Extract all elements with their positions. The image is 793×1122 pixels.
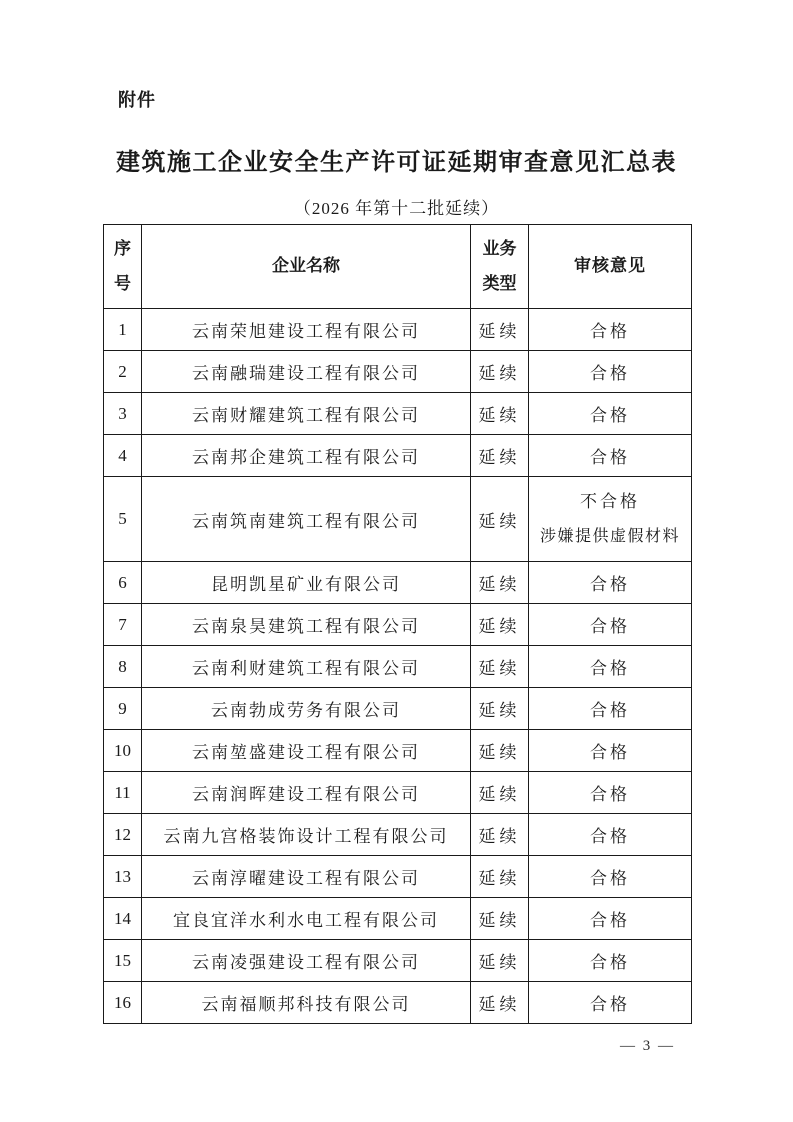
company-name: 云南润晖建设工程有限公司 bbox=[142, 772, 471, 814]
row-index: 10 bbox=[104, 730, 142, 772]
review-opinion: 合格 bbox=[529, 982, 692, 1024]
company-name: 云南淳曜建设工程有限公司 bbox=[142, 856, 471, 898]
page-number: — 3 — bbox=[620, 1038, 675, 1054]
company-name: 云南融瑞建设工程有限公司 bbox=[142, 351, 471, 393]
col-header-opinion: 审核意见 bbox=[529, 225, 692, 309]
business-type: 延续 bbox=[471, 772, 529, 814]
company-name: 宜良宜洋水利水电工程有限公司 bbox=[142, 898, 471, 940]
table-row bbox=[104, 435, 692, 477]
company-name: 云南福顺邦科技有限公司 bbox=[142, 982, 471, 1024]
company-name: 云南堃盛建设工程有限公司 bbox=[142, 730, 471, 772]
company-name: 云南财耀建筑工程有限公司 bbox=[142, 393, 471, 435]
review-table bbox=[103, 224, 692, 1024]
company-name: 云南荣旭建设工程有限公司 bbox=[142, 309, 471, 351]
col-header-company: 企业名称 bbox=[142, 225, 471, 309]
company-name: 云南筑南建筑工程有限公司 bbox=[142, 477, 471, 562]
row-index: 8 bbox=[104, 646, 142, 688]
row-index: 14 bbox=[104, 898, 142, 940]
table-row bbox=[104, 351, 692, 393]
review-opinion: 合格 bbox=[529, 940, 692, 982]
col-header-business-type: 业务类型 bbox=[471, 225, 529, 309]
business-type: 延续 bbox=[471, 982, 529, 1024]
table-row bbox=[104, 940, 692, 982]
table-row bbox=[104, 730, 692, 772]
col-header-index: 序号 bbox=[104, 225, 142, 309]
company-name: 云南九宫格装饰设计工程有限公司 bbox=[142, 814, 471, 856]
row-index: 12 bbox=[104, 814, 142, 856]
row-index: 3 bbox=[104, 393, 142, 435]
review-opinion: 合格 bbox=[529, 898, 692, 940]
business-type: 延续 bbox=[471, 646, 529, 688]
row-index: 11 bbox=[104, 772, 142, 814]
company-name: 云南勃成劳务有限公司 bbox=[142, 688, 471, 730]
table-row bbox=[104, 856, 692, 898]
business-type: 延续 bbox=[471, 435, 529, 477]
review-opinion: 合格 bbox=[529, 730, 692, 772]
review-opinion: 合格 bbox=[529, 562, 692, 604]
business-type: 延续 bbox=[471, 730, 529, 772]
table-header bbox=[104, 225, 692, 309]
review-opinion: 合格 bbox=[529, 309, 692, 351]
row-index: 2 bbox=[104, 351, 142, 393]
business-type: 延续 bbox=[471, 477, 529, 562]
table-row bbox=[104, 688, 692, 730]
table-row bbox=[104, 814, 692, 856]
table-row bbox=[104, 477, 692, 562]
business-type: 延续 bbox=[471, 562, 529, 604]
business-type: 延续 bbox=[471, 688, 529, 730]
row-index: 7 bbox=[104, 604, 142, 646]
review-opinion: 合格 bbox=[529, 772, 692, 814]
table-row bbox=[104, 562, 692, 604]
business-type: 延续 bbox=[471, 856, 529, 898]
business-type: 延续 bbox=[471, 393, 529, 435]
page-title: 建筑施工企业安全生产许可证延期审查意见汇总表 bbox=[116, 150, 677, 176]
row-index: 1 bbox=[104, 309, 142, 351]
review-opinion: 不合格 涉嫌提供虚假材料 bbox=[529, 477, 692, 562]
review-opinion: 合格 bbox=[529, 604, 692, 646]
review-opinion: 合格 bbox=[529, 435, 692, 477]
row-index: 16 bbox=[104, 982, 142, 1024]
table-row bbox=[104, 982, 692, 1024]
row-index: 15 bbox=[104, 940, 142, 982]
table-row bbox=[104, 604, 692, 646]
review-opinion: 合格 bbox=[529, 646, 692, 688]
business-type: 延续 bbox=[471, 309, 529, 351]
company-name: 云南利财建筑工程有限公司 bbox=[142, 646, 471, 688]
company-name: 云南泉昊建筑工程有限公司 bbox=[142, 604, 471, 646]
business-type: 延续 bbox=[471, 604, 529, 646]
business-type: 延续 bbox=[471, 898, 529, 940]
table-body bbox=[104, 309, 692, 1024]
company-name: 云南邦企建筑工程有限公司 bbox=[142, 435, 471, 477]
company-name: 云南凌强建设工程有限公司 bbox=[142, 940, 471, 982]
review-opinion: 合格 bbox=[529, 856, 692, 898]
row-index: 6 bbox=[104, 562, 142, 604]
review-opinion: 合格 bbox=[529, 393, 692, 435]
attachment-label: 附件 bbox=[118, 90, 156, 110]
table-row bbox=[104, 309, 692, 351]
row-index: 4 bbox=[104, 435, 142, 477]
table-row bbox=[104, 772, 692, 814]
page-subtitle: （2026 年第十二批延续） bbox=[293, 199, 500, 218]
business-type: 延续 bbox=[471, 814, 529, 856]
row-index: 5 bbox=[104, 477, 142, 562]
table-row bbox=[104, 898, 692, 940]
table-row bbox=[104, 393, 692, 435]
review-opinion: 合格 bbox=[529, 814, 692, 856]
row-index: 13 bbox=[104, 856, 142, 898]
table-row bbox=[104, 646, 692, 688]
business-type: 延续 bbox=[471, 351, 529, 393]
row-index: 9 bbox=[104, 688, 142, 730]
review-opinion: 合格 bbox=[529, 688, 692, 730]
table-header-row bbox=[104, 225, 692, 309]
company-name: 昆明凯星矿业有限公司 bbox=[142, 562, 471, 604]
business-type: 延续 bbox=[471, 940, 529, 982]
review-opinion: 合格 bbox=[529, 351, 692, 393]
